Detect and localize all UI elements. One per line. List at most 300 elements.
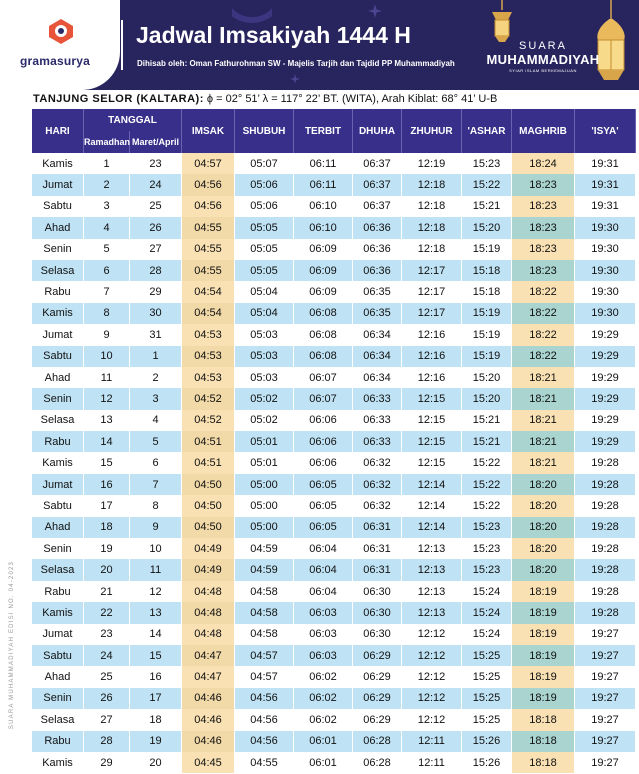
cell-ramadhan: 19 [84,538,130,559]
cell-imsak: 04:46 [182,709,235,730]
cell-terbit: 06:03 [294,645,353,666]
table-row [32,431,636,452]
cell-dhuha: 06:34 [353,367,402,388]
cell-zhuhur: 12:12 [402,645,462,666]
table-row [32,581,636,602]
table-row [32,174,636,195]
cell-masehi: 28 [130,260,182,281]
cell-ramadhan: 26 [84,688,130,709]
cell-ramadhan: 1 [84,153,130,174]
cell-ramadhan: 25 [84,666,130,687]
cell-isya: 19:28 [575,452,636,473]
cell-shubuh: 05:00 [235,495,294,516]
header-hari: HARI [32,109,84,153]
cell-isya: 19:29 [575,324,636,345]
cell-terbit: 06:09 [294,260,353,281]
cell-ashar: 15:20 [462,388,512,409]
cell-terbit: 06:04 [294,538,353,559]
cell-dhuha: 06:35 [353,281,402,302]
cell-ashar: 15:21 [462,196,512,217]
cell-hari: Selasa [32,260,84,281]
cell-isya: 19:27 [575,731,636,752]
cell-zhuhur: 12:15 [402,431,462,452]
cell-shubuh: 04:56 [235,709,294,730]
cell-ramadhan: 28 [84,731,130,752]
table-row [32,410,636,431]
cell-ashar: 15:26 [462,731,512,752]
cell-masehi: 11 [130,559,182,580]
cell-hari: Jumat [32,174,84,195]
cell-shubuh: 05:05 [235,260,294,281]
cell-masehi: 12 [130,581,182,602]
cell-masehi: 26 [130,217,182,238]
cell-maghrib: 18:19 [512,666,575,687]
page-subtitle: Dihisab oleh: Oman Fathurohman SW - Majelis Tarjih dan Tajdid PP Muhammadiyah [137,59,455,68]
cell-shubuh: 05:06 [235,174,294,195]
cell-imsak: 04:57 [182,153,235,174]
cell-imsak: 04:46 [182,688,235,709]
cell-terbit: 06:10 [294,217,353,238]
cell-ashar: 15:22 [462,174,512,195]
cell-shubuh: 04:58 [235,624,294,645]
cell-ramadhan: 27 [84,709,130,730]
table-row [32,709,636,730]
cell-shubuh: 05:07 [235,153,294,174]
cell-maghrib: 18:21 [512,388,575,409]
cell-ramadhan: 24 [84,645,130,666]
cell-hari: Jumat [32,474,84,495]
cell-masehi: 9 [130,517,182,538]
edition-sidebar [4,530,14,770]
cell-shubuh: 05:02 [235,388,294,409]
cell-ramadhan: 15 [84,452,130,473]
cell-isya: 19:30 [575,217,636,238]
cell-maghrib: 18:21 [512,410,575,431]
table-row [32,367,636,388]
cell-terbit: 06:08 [294,346,353,367]
cell-hari: Senin [32,388,84,409]
cell-shubuh: 05:02 [235,410,294,431]
cell-masehi: 15 [130,645,182,666]
cell-ramadhan: 22 [84,602,130,623]
cell-dhuha: 06:31 [353,559,402,580]
cell-zhuhur: 12:16 [402,346,462,367]
page-header [0,0,639,90]
cell-ashar: 15:22 [462,452,512,473]
cell-imsak: 04:56 [182,196,235,217]
cell-shubuh: 05:06 [235,196,294,217]
cell-ashar: 15:22 [462,474,512,495]
cell-masehi: 30 [130,303,182,324]
cell-masehi: 16 [130,666,182,687]
header-maghrib: MAGHRIB [512,109,575,153]
cell-terbit: 06:05 [294,517,353,538]
cell-hari: Kamis [32,452,84,473]
cell-shubuh: 05:05 [235,239,294,260]
cell-ramadhan: 14 [84,431,130,452]
page-title: Jadwal Imsakiyah 1444 H [136,22,411,48]
cell-maghrib: 18:19 [512,645,575,666]
cell-maghrib: 18:19 [512,602,575,623]
cell-isya: 19:27 [575,666,636,687]
header-maret-april: Maret/April [130,131,182,153]
cell-maghrib: 18:22 [512,281,575,302]
cell-dhuha: 06:36 [353,260,402,281]
cell-shubuh: 05:01 [235,452,294,473]
cell-terbit: 06:08 [294,324,353,345]
cell-ashar: 15:23 [462,559,512,580]
cell-terbit: 06:07 [294,367,353,388]
header-dhuha: DHUHA [353,109,402,153]
cell-zhuhur: 12:13 [402,559,462,580]
cell-masehi: 13 [130,602,182,623]
cell-ramadhan: 16 [84,474,130,495]
cell-dhuha: 06:31 [353,517,402,538]
cell-maghrib: 18:21 [512,431,575,452]
cell-ashar: 15:18 [462,260,512,281]
cell-hari: Senin [32,538,84,559]
cell-dhuha: 06:36 [353,239,402,260]
cell-terbit: 06:11 [294,153,353,174]
cell-dhuha: 06:32 [353,474,402,495]
cell-zhuhur: 12:11 [402,752,462,773]
table-row [32,324,636,345]
cell-imsak: 04:45 [182,752,235,773]
cell-zhuhur: 12:18 [402,174,462,195]
magazine-brand [483,40,603,73]
cell-maghrib: 18:23 [512,196,575,217]
cell-imsak: 04:49 [182,559,235,580]
cell-terbit: 06:03 [294,624,353,645]
cell-imsak: 04:50 [182,495,235,516]
cell-zhuhur: 12:14 [402,474,462,495]
cell-isya: 19:31 [575,196,636,217]
cell-maghrib: 18:19 [512,688,575,709]
cell-dhuha: 06:33 [353,431,402,452]
cell-maghrib: 18:23 [512,239,575,260]
cell-ashar: 15:24 [462,602,512,623]
table-row [32,624,636,645]
cell-maghrib: 18:21 [512,367,575,388]
cell-hari: Sabtu [32,346,84,367]
cell-hari: Kamis [32,153,84,174]
cell-shubuh: 04:59 [235,538,294,559]
publisher-logo [0,0,120,90]
cell-maghrib: 18:19 [512,581,575,602]
cell-zhuhur: 12:16 [402,367,462,388]
cell-masehi: 6 [130,452,182,473]
cell-ramadhan: 10 [84,346,130,367]
cell-ramadhan: 5 [84,239,130,260]
cell-dhuha: 06:29 [353,666,402,687]
cell-hari: Selasa [32,410,84,431]
cell-zhuhur: 12:18 [402,196,462,217]
cell-masehi: 1 [130,346,182,367]
header-isya: 'ISYA' [575,109,636,153]
cell-isya: 19:28 [575,581,636,602]
cell-imsak: 04:51 [182,452,235,473]
table-row [32,196,636,217]
cell-ashar: 15:23 [462,517,512,538]
imsakiyah-table [32,109,636,773]
cell-imsak: 04:51 [182,431,235,452]
cell-zhuhur: 12:12 [402,688,462,709]
cell-isya: 19:30 [575,303,636,324]
header-terbit: TERBIT [294,109,353,153]
cell-maghrib: 18:19 [512,624,575,645]
cell-dhuha: 06:28 [353,752,402,773]
cell-imsak: 04:53 [182,324,235,345]
cell-imsak: 04:50 [182,517,235,538]
cell-hari: Senin [32,239,84,260]
cell-zhuhur: 12:17 [402,260,462,281]
cell-terbit: 06:05 [294,495,353,516]
cell-imsak: 04:47 [182,645,235,666]
table-row [32,752,636,773]
cell-ashar: 15:18 [462,281,512,302]
cell-isya: 19:31 [575,174,636,195]
cell-masehi: 27 [130,239,182,260]
cell-hari: Ahad [32,666,84,687]
cell-ashar: 15:22 [462,495,512,516]
cell-zhuhur: 12:17 [402,303,462,324]
cell-isya: 19:29 [575,431,636,452]
cell-terbit: 06:11 [294,174,353,195]
cell-hari: Jumat [32,324,84,345]
cell-imsak: 04:54 [182,281,235,302]
cell-dhuha: 06:35 [353,303,402,324]
table-row [32,281,636,302]
cell-dhuha: 06:37 [353,153,402,174]
table-row [32,559,636,580]
cell-hari: Kamis [32,303,84,324]
brand-line-2: MUHAMMADIYAH [486,52,600,67]
cell-masehi: 2 [130,367,182,388]
cell-isya: 19:27 [575,688,636,709]
cell-imsak: 04:52 [182,388,235,409]
cell-hari: Ahad [32,217,84,238]
cell-imsak: 04:53 [182,346,235,367]
header-divider [121,20,123,70]
table-row [32,495,636,516]
header-tanggal: TANGGAL [84,109,182,131]
cell-ashar: 15:23 [462,153,512,174]
cell-isya: 19:27 [575,709,636,730]
header-ramadhan: Ramadhan [84,131,130,153]
cell-dhuha: 06:36 [353,217,402,238]
cell-hari: Ahad [32,517,84,538]
cell-hari: Sabtu [32,495,84,516]
header-imsak: IMSAK [182,109,235,153]
cell-ashar: 15:25 [462,709,512,730]
cell-isya: 19:29 [575,410,636,431]
cell-terbit: 06:10 [294,196,353,217]
table-row [32,388,636,409]
cell-maghrib: 18:23 [512,260,575,281]
cell-ashar: 15:24 [462,624,512,645]
cell-maghrib: 18:22 [512,324,575,345]
cell-ashar: 15:23 [462,538,512,559]
cell-zhuhur: 12:19 [402,153,462,174]
cell-zhuhur: 12:15 [402,388,462,409]
cell-shubuh: 05:00 [235,474,294,495]
cell-terbit: 06:04 [294,559,353,580]
gramasurya-logo-icon [46,16,76,46]
cell-ramadhan: 29 [84,752,130,773]
cell-shubuh: 04:56 [235,688,294,709]
cell-ramadhan: 3 [84,196,130,217]
cell-zhuhur: 12:18 [402,217,462,238]
table-row [32,239,636,260]
cell-ramadhan: 2 [84,174,130,195]
cell-imsak: 04:55 [182,260,235,281]
cell-hari: Sabtu [32,196,84,217]
cell-imsak: 04:48 [182,581,235,602]
table-row [32,346,636,367]
cell-hari: Ahad [32,367,84,388]
cell-hari: Kamis [32,602,84,623]
cell-zhuhur: 12:12 [402,709,462,730]
cell-dhuha: 06:29 [353,645,402,666]
cell-imsak: 04:56 [182,174,235,195]
header-shubuh: SHUBUH [235,109,294,153]
cell-ramadhan: 8 [84,303,130,324]
cell-masehi: 10 [130,538,182,559]
cell-isya: 19:28 [575,602,636,623]
table-row [32,303,636,324]
cell-maghrib: 18:18 [512,709,575,730]
cell-ramadhan: 17 [84,495,130,516]
cell-masehi: 17 [130,688,182,709]
cell-dhuha: 06:32 [353,452,402,473]
location-info [33,93,497,105]
cell-ashar: 15:20 [462,367,512,388]
cell-ashar: 15:25 [462,666,512,687]
cell-maghrib: 18:21 [512,452,575,473]
cell-imsak: 04:48 [182,602,235,623]
cell-hari: Rabu [32,581,84,602]
cell-hari: Selasa [32,559,84,580]
table-row [32,474,636,495]
cell-ashar: 15:24 [462,581,512,602]
cell-dhuha: 06:30 [353,624,402,645]
cell-masehi: 20 [130,752,182,773]
brand-line-1: SUARA [519,40,567,52]
table-row [32,645,636,666]
location-coordinates: ϕ = 02° 51’ λ = 117° 22’ BT. (WITA), Arah Kiblat: 68° 41’ U-B [203,93,498,105]
cell-hari: Kamis [32,752,84,773]
cell-isya: 19:30 [575,239,636,260]
cell-ashar: 15:19 [462,303,512,324]
cell-maghrib: 18:20 [512,474,575,495]
edition-text: SUARA MUHAMMADIYAH EDISI NO. 04-2023 [9,560,15,730]
cell-isya: 19:28 [575,474,636,495]
cell-hari: Senin [32,688,84,709]
cell-imsak: 04:49 [182,538,235,559]
cell-ramadhan: 23 [84,624,130,645]
cell-shubuh: 05:05 [235,217,294,238]
cell-terbit: 06:04 [294,581,353,602]
cell-dhuha: 06:30 [353,581,402,602]
table-row [32,666,636,687]
cell-shubuh: 04:57 [235,645,294,666]
cell-dhuha: 06:37 [353,174,402,195]
cell-ramadhan: 20 [84,559,130,580]
cell-ramadhan: 12 [84,388,130,409]
cell-shubuh: 04:57 [235,666,294,687]
cell-terbit: 06:03 [294,602,353,623]
cell-isya: 19:29 [575,367,636,388]
cell-isya: 19:29 [575,388,636,409]
cell-dhuha: 06:29 [353,709,402,730]
cell-shubuh: 04:55 [235,752,294,773]
cell-imsak: 04:55 [182,217,235,238]
table-row [32,452,636,473]
cell-shubuh: 05:03 [235,367,294,388]
table-row [32,517,636,538]
cell-shubuh: 05:04 [235,303,294,324]
cell-shubuh: 05:03 [235,346,294,367]
cell-terbit: 06:01 [294,752,353,773]
cell-ramadhan: 11 [84,367,130,388]
cell-zhuhur: 12:18 [402,239,462,260]
cell-isya: 19:27 [575,645,636,666]
cell-maghrib: 18:22 [512,346,575,367]
cell-dhuha: 06:29 [353,688,402,709]
cell-zhuhur: 12:14 [402,495,462,516]
cell-ashar: 15:19 [462,346,512,367]
cell-terbit: 06:07 [294,388,353,409]
lantern-icon [484,0,520,44]
cell-shubuh: 04:59 [235,559,294,580]
cell-maghrib: 18:23 [512,217,575,238]
table-row [32,602,636,623]
cell-maghrib: 18:20 [512,538,575,559]
cell-terbit: 06:06 [294,410,353,431]
cell-terbit: 06:02 [294,688,353,709]
cell-shubuh: 04:58 [235,581,294,602]
cell-ashar: 15:19 [462,324,512,345]
cell-isya: 19:31 [575,153,636,174]
cell-hari: Selasa [32,709,84,730]
cell-zhuhur: 12:16 [402,324,462,345]
cell-ramadhan: 4 [84,217,130,238]
cell-shubuh: 04:56 [235,731,294,752]
cell-dhuha: 06:32 [353,495,402,516]
cell-zhuhur: 12:13 [402,538,462,559]
cell-terbit: 06:02 [294,709,353,730]
cell-isya: 19:27 [575,624,636,645]
cell-isya: 19:28 [575,559,636,580]
cell-ashar: 15:21 [462,410,512,431]
cell-masehi: 29 [130,281,182,302]
header-zhuhur: ZHUHUR [402,109,462,153]
cell-isya: 19:29 [575,346,636,367]
cell-dhuha: 06:34 [353,324,402,345]
cell-ashar: 15:21 [462,431,512,452]
cell-imsak: 04:55 [182,239,235,260]
table-row [32,538,636,559]
cell-maghrib: 18:20 [512,517,575,538]
cell-imsak: 04:52 [182,410,235,431]
cell-ramadhan: 21 [84,581,130,602]
cell-masehi: 18 [130,709,182,730]
header-ashar: 'ASHAR [462,109,512,153]
cell-ashar: 15:25 [462,688,512,709]
cell-ashar: 15:19 [462,239,512,260]
cell-zhuhur: 12:13 [402,602,462,623]
cell-masehi: 23 [130,153,182,174]
